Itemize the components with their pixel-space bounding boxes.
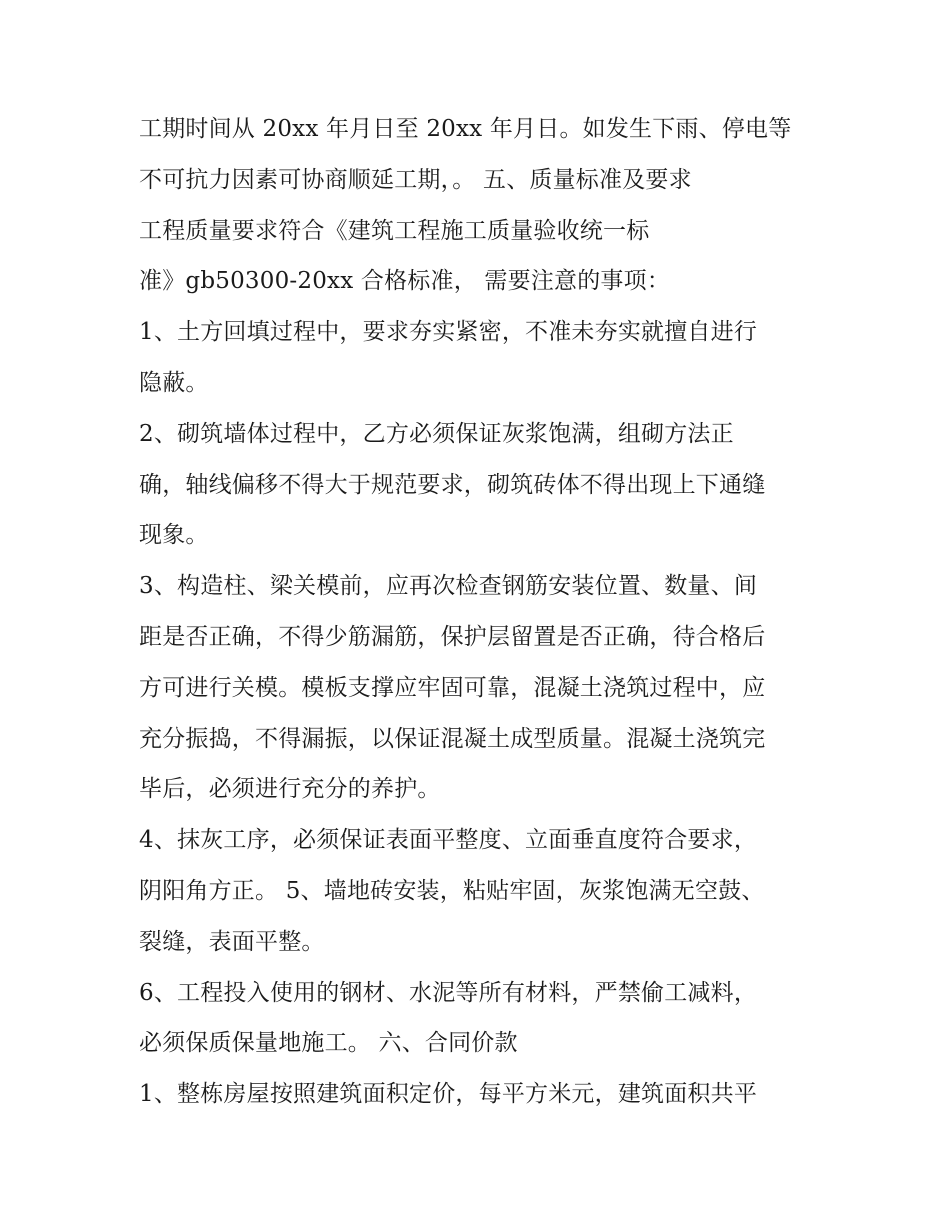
text-line: 3、构造柱、梁关模前，应再次检查钢筋安装位置、数量、间 — [139, 573, 758, 600]
text-line: 充分振捣，不得漏振，以保证混凝土成型质量。混凝土浇筑完 — [139, 725, 766, 752]
text-line: 2、砌筑墙体过程中，乙方必须保证灰浆饱满，组砌方法正 — [139, 420, 734, 447]
text-line: 1、整栋房屋按照建筑面积定价，每平方米元，建筑面积共平 — [139, 1081, 758, 1108]
text-line: 距是否正确，不得少筋漏筋，保护层留置是否正确，待合格后 — [139, 623, 766, 650]
text-line: 1、土方回填过程中，要求夯实紧密，不准未夯实就擅自进行 — [139, 319, 758, 346]
text-line: 裂缝，表面平整。 — [139, 928, 325, 955]
text-line: 不可抗力因素可协商顺延工期，。 五、质量标准及要求 — [139, 166, 692, 193]
document-body — [139, 104, 819, 1120]
text-line: 4、抹灰工序，必须保证表面平整度、立面垂直度符合要求， — [139, 827, 758, 854]
text-line: 确，轴线偏移不得大于规范要求，砌筑砖体不得出现上下通缝 — [139, 471, 766, 498]
text-line: 毕后，必须进行充分的养护。 — [139, 776, 441, 803]
text-line: 方可进行关模。模板支撑应牢固可靠，混凝土浇筑过程中，应 — [139, 674, 766, 701]
text-line: 工程质量要求符合《建筑工程施工质量验收统一标 — [139, 217, 650, 244]
text-line: 6、工程投入使用的钢材、水泥等所有材料，严禁偷工减料， — [139, 979, 758, 1006]
text-line: 隐蔽。 — [139, 369, 209, 396]
text-line: 现象。 — [139, 522, 209, 549]
text-line: 工期时间从 20xx 年月日至 20xx 年月日。如发生下雨、停电等 — [139, 116, 792, 142]
text-line: 必须保质保量地施工。 六、合同价款 — [139, 1030, 518, 1057]
text-line: 阴阳角方正。 5、墙地砖安装，粘贴牢固，灰浆饱满无空鼓、 — [139, 877, 765, 904]
text-line: 准》gb50300-20xx 合格标准， 需要注意的事项： — [139, 268, 671, 295]
